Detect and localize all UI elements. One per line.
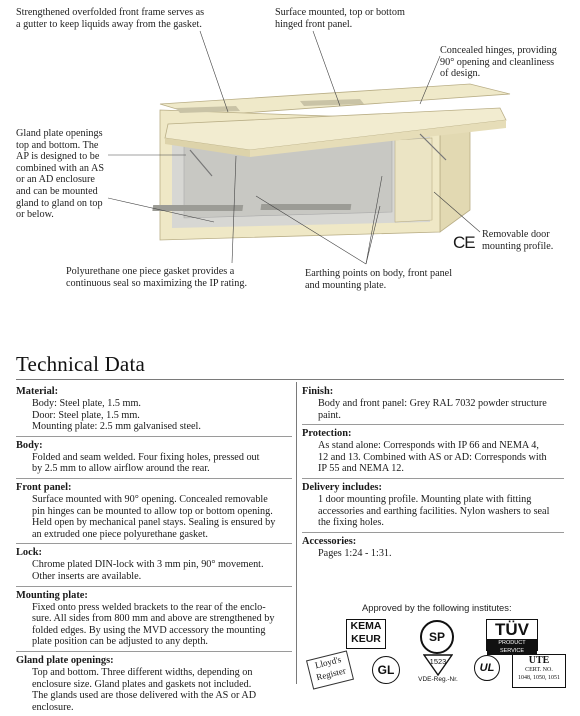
spec-section-title: Finish: bbox=[302, 386, 334, 397]
spec-section-title: Material: bbox=[16, 386, 59, 397]
ute-text: UTE bbox=[528, 655, 550, 666]
spec-section bbox=[302, 479, 564, 533]
callout-surface-mounted: Surface mounted, top or bottom hinged front panel. bbox=[275, 7, 405, 30]
tuv-sub-text: PRODUCT SERVICE bbox=[487, 639, 537, 655]
callout-concealed-hinges: Concealed hinges, providing 90° opening and cleanliness of design. bbox=[440, 45, 557, 80]
spec-section-title: Delivery includes: bbox=[302, 481, 382, 493]
spec-section-body: Fixed onto press welded brackets to the rear of the enclo- sure. All sides from 800 mm and above are strengthened by folded edges. By using the MVD accessory the mounting plate position can be adjusted to any depth. bbox=[32, 601, 275, 648]
spec-section-title: Gland plate openings: bbox=[16, 654, 114, 666]
gl-logo bbox=[372, 656, 400, 684]
ute-numbers-text: 1048, 1050, 1051 bbox=[518, 675, 560, 681]
spec-section bbox=[302, 533, 564, 563]
spec-section-body: 1 door mounting profile. Mounting plate with fitting accessories and earthing facilities. Nylon washers to seal the fixing holes. bbox=[318, 493, 550, 529]
spec-section bbox=[16, 437, 292, 479]
gl-text: GL bbox=[377, 663, 395, 677]
tuv-logo bbox=[486, 619, 538, 654]
spec-section-body: Surface mounted with 90° opening. Concealed removable pin hinges can be mounted to allow top or bottom opening. Held open by mechanical panel stays. Sealing is ensured by an extruded one piece polyurethane gasket. bbox=[32, 493, 276, 540]
spec-section-title: Accessories: bbox=[302, 535, 357, 547]
vde-number: 1523 bbox=[429, 657, 447, 666]
ul-text: UL bbox=[479, 662, 495, 674]
spec-section bbox=[16, 652, 292, 716]
column-divider bbox=[296, 382, 297, 684]
left-column bbox=[16, 383, 292, 716]
callout-front-frame: Strengthened overfolded front frame serves as a gutter to keep liquids away from the gasket. bbox=[16, 7, 205, 30]
callout-gland-plate: Gland plate openings top and bottom. The AP is designed to be combined with an AS or an AD enclosure and can be mounted gland to gland on top or below. bbox=[16, 128, 105, 221]
kema-keur-logo bbox=[346, 619, 386, 649]
spec-section-body: Chrome plated DIN-lock with 3 mm pin, 90° movement. Other inserts are available. bbox=[32, 559, 264, 582]
spec-section bbox=[16, 587, 292, 652]
technical-data-title: Technical Data bbox=[16, 352, 146, 376]
register-text: Register bbox=[315, 665, 347, 683]
kema-text: KEMA bbox=[350, 620, 382, 632]
spec-section-title: Protection: bbox=[302, 428, 352, 440]
approved-text: Approved by the following institutes: bbox=[362, 602, 512, 613]
right-column bbox=[302, 383, 564, 562]
spec-section bbox=[16, 383, 292, 437]
spec-section-title: Body: bbox=[16, 439, 43, 451]
tuv-text: TÜV bbox=[495, 620, 529, 639]
callout-gasket: Polyurethane one piece gasket provides a continuous seal so maximizing the IP rating. bbox=[66, 266, 247, 289]
spec-section bbox=[16, 479, 292, 544]
spec-section-body: Pages 1:24 - 1:31. bbox=[318, 547, 392, 559]
spec-section-body: Body and front panel: Grey RAL 7032 powder structure paint. bbox=[318, 398, 547, 421]
spec-section-body: As stand alone: Corresponds with IP 66 and NEMA 4, 12 and 13. Combined with AS or AD: Corresponds with IP 55 and NEMA 12. bbox=[318, 440, 547, 475]
spec-section-title: Lock: bbox=[16, 547, 42, 559]
vde-logo bbox=[416, 652, 460, 688]
lloyds-register-logo bbox=[306, 650, 354, 689]
keur-text: KEUR bbox=[351, 633, 381, 645]
spec-section-body: Top and bottom. Three different widths, depending on enclosure size. Gland plates and gaskets not included. The glands used are those delivered with the AS or AD enclosure. bbox=[32, 666, 257, 713]
vde-label: VDE-Reg.-Nr. bbox=[418, 676, 458, 683]
ce-mark: CE bbox=[453, 233, 475, 252]
csa-text: SP bbox=[428, 630, 445, 644]
title-rule bbox=[16, 379, 564, 380]
spec-section bbox=[302, 425, 564, 479]
ul-logo bbox=[474, 655, 500, 681]
callout-earthing: Earthing points on body, front panel and mounting plate. bbox=[305, 268, 453, 291]
ute-cert-text: CERT. NO. bbox=[525, 667, 553, 673]
ute-logo bbox=[512, 654, 566, 688]
spec-section-body: Body: Steel plate, 1.5 mm. Door: Steel plate, 1.5 mm. Mounting plate: 2.5 mm galvanised steel. bbox=[32, 398, 201, 433]
spec-section-body: Folded and seam welded. Four fixing holes, pressed out by 2.5 mm to allow airflow around the rear. bbox=[32, 451, 260, 475]
csa-logo bbox=[420, 620, 454, 654]
spec-section-title: Mounting plate: bbox=[16, 589, 88, 601]
spec-section bbox=[16, 544, 292, 586]
callout-door-profile: Removable door mounting profile. bbox=[482, 229, 554, 252]
lloyds-text: Lloyd's bbox=[313, 654, 343, 671]
spec-section bbox=[302, 383, 564, 425]
spec-section-title: Front panel: bbox=[16, 481, 72, 493]
